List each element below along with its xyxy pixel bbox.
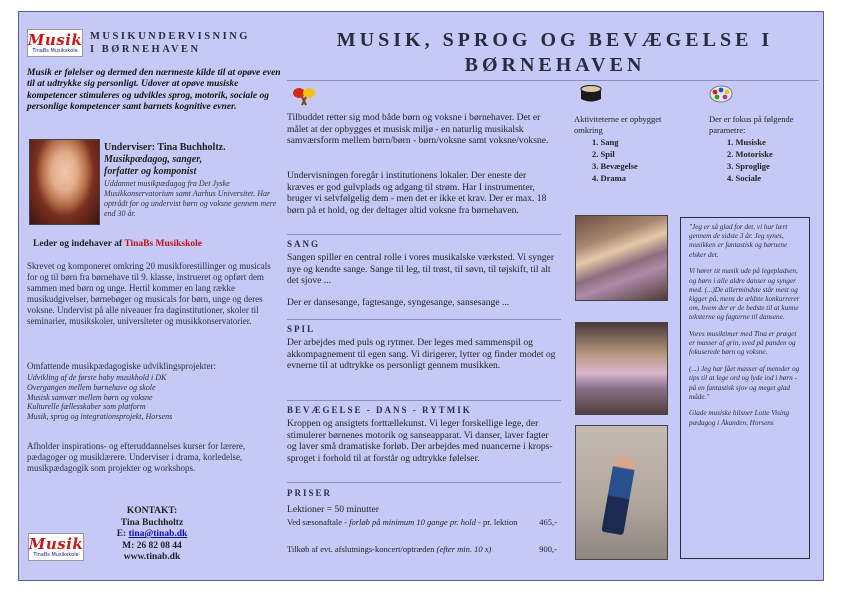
intro-text: Musik er følelser og dermed den nærmeste kilde til at opøve even til at udtrykke sig personligt. Udover at opøve musiske kompetencer stimuleres og udvikles sprog, motorik, sociale og personlige kompetencer samt barnets kognitive evner. [27, 68, 281, 113]
teacher-role-2: forfatter og komponist [104, 166, 197, 177]
focus-item: 2. Motoriske [727, 149, 773, 159]
lesson-duration: Lektioner = 50 minutter [287, 504, 379, 515]
leader-prefix: Leder og indehaver af [33, 239, 125, 249]
teacher-photo [29, 139, 100, 225]
testimonial-box [680, 217, 810, 559]
section-spil-text: Der arbejdes med puls og rytmer. Der leges med sammenspil og akkompagnement til egen sang. Vi dirigerer, lytter og finder modet og evnerne til at udtrykke os personligt gennem musikken. [287, 337, 556, 371]
section-bevaegelse-text: Kroppen og ansigtets forttællekunst. Vi leger forskellige lege, der stimulerer børnenes motorik og sanseapparat. Vi danser, laver fagter og laver små dramatiske forløb. Der arbejdes med nuancerne i krops-sproget i forhold til at forstår og udtrykke følelser. [287, 418, 553, 464]
project-item: Kulturelle fællesskaber som platform [27, 402, 146, 412]
contact-title: KONTAKT: [126, 506, 178, 516]
contact-web[interactable]: www.tinab.dk [123, 552, 181, 562]
price-suffix: - pr. lektion [475, 517, 518, 527]
focus-intro: Der er fokus på følgende parametre: [709, 114, 794, 135]
focus-item: 1. Musiske [727, 137, 766, 147]
teacher-name: Underviser: Tina Buchholtz. [104, 142, 226, 153]
testimonial-paragraph: "Jeg er så glad for det, vi har lært gennem de sidste 3 år. Jeg synes, musikken er fantastisk og børnene elsker det. [689, 223, 788, 259]
divider [287, 319, 561, 320]
projects-title: Omfattende musikpædagogiske udviklingsprojekter: [27, 361, 216, 371]
maracas-icon [291, 86, 317, 106]
contact-name: Tina Buchholtz [120, 517, 184, 528]
focus-list [727, 136, 773, 184]
activity-item: 2. Spil [592, 149, 615, 159]
drum-icon [579, 84, 603, 104]
testimonial-paragraph: Vi hører tit musik ude på legepladsen, og børn i alle aldre danser og synger med. (...)De allermindste står mest og kigger på, mens de ældste konkurrerer om, hvem der er de bedste til at kunne teksterne og fagterne til dansene. [689, 267, 800, 322]
project-item: Overgangen mellem børnehave og skole [27, 382, 156, 392]
teacher-role-1: Musikpædagog, sanger, [104, 154, 203, 165]
activities-intro: Aktiviteterne er opbygget omkring [574, 114, 662, 135]
testimonial-paragraph: (...) Jeg har fået masser af metoder og tips til at lege ord og lyde ind i børn - på en fantastisk sjov og meget glad måde." [689, 365, 800, 401]
flyer-page [18, 11, 824, 581]
logo-wordmark: Musik [28, 534, 84, 553]
activity-item: 4. Drama [592, 173, 626, 183]
project-item: Musik, sprog og integrationsprojekt, Horsens [27, 412, 173, 422]
testimonial-text [689, 223, 801, 428]
photo-girl-drum [575, 322, 668, 415]
logo-bottom [28, 533, 84, 561]
price-condition: (efter min. 10 x) [436, 544, 492, 554]
divider [287, 400, 561, 401]
project-item: Udvikling af de første baby musikhold i DK [27, 373, 167, 382]
page-title [291, 28, 819, 78]
intro-paragraph-2: Undervisningen foregår i institutionens lokaler. Der eneste der kræves er god gulvplads og adgang til strøm. Har I instrumenter, bruger vi selvfølgelig dem - men det er ikke et krav. Der er max. 18 børn på et hold, og der deltager altid voksne fra børnehaven. [287, 170, 547, 216]
section-sang-text-2: Der er dansesange, fagtesange, syngesange, sansesange ... [287, 297, 510, 308]
contact-phone: M: 26 82 08 44 [122, 540, 182, 551]
logo-subtitle: TinaBs Musikskole [32, 47, 78, 54]
contact-block [95, 506, 209, 564]
price-label: Tilkøb af evt. afslutnings-koncert/optræden [287, 544, 437, 554]
activities-list [592, 136, 638, 184]
teacher-description: Uddannet musikpædagog fra Det Jyske Musikkonservatorium samt Aarhus Universitet. Har optrådt for og undervist børn og voksne gennem mere end 30 år. [104, 179, 277, 218]
bio-text: Skrevet og komponeret omkring 20 musikforestillinger og musicals for og til børn fra børnehave til 9. klasse, instrueret og opført dem sammen med børn og unge. Hertil kommer en lang række musikudgivelser, børnebøger og musicals for børn, unge og deres voksne. Undervist på alle niveauer fra daginstitutioner, skoler til seminarier, musikskoler, universiteter og musikkonservatorier. [27, 261, 271, 327]
divider [287, 234, 561, 235]
focus-item: 4. Sociale [727, 173, 761, 183]
photo-boy-dancing [575, 425, 668, 560]
testimonial-paragraph: Vores musiktimer med Tina er præget er masser af grin, sved på panden og fokuserede børn og voksne. [689, 330, 797, 357]
photo-children-instruments [575, 215, 668, 301]
logo-top [27, 29, 83, 57]
logo-subtitle: TinaBs Musikskole [33, 551, 79, 558]
price-condition: forløb på minimum 10 gange pr. hold [349, 517, 476, 527]
section-sang-text: Sangen spiller en central rolle i vores musikalske værksted. Vi synger nye og kendte sange. Sange til leg, til trøst, til søvn, til tøjskift, til alt det sjove ... [287, 252, 555, 286]
logo-wordmark: Musik [27, 30, 83, 49]
section-bevaegelse-heading: BEVÆGELSE - DANS - RYTMIK [287, 405, 472, 415]
dancing-child-figure [601, 455, 636, 536]
divider [287, 482, 561, 483]
projects-list [27, 373, 281, 422]
price-row-season [287, 517, 557, 527]
section-priser-heading: PRISER [287, 488, 333, 498]
email-label: E: [116, 529, 129, 539]
title-line-1: MUSIK, SPROG OG BEVÆGELSE I [336, 29, 774, 51]
teacher-info [104, 142, 279, 219]
email-link[interactable]: tina@tinab.dk [128, 529, 188, 539]
price-value: 900,- [539, 544, 557, 554]
testimonial-signature: Glade musiske hilsner Lotte Vising pædagog i Åkanden, Horsens [689, 409, 790, 427]
palette-icon [709, 85, 733, 103]
title-line-2: BØRNEHAVEN [464, 54, 646, 76]
intro-paragraph-1: Tilbuddet retter sig mod både børn og voksne i børnehaver. Det er målet at der opbygges et musisk miljø - en naturlig musikalsk samværsform mellem børn/børn - børn/voksne samt voksne/voksne. [287, 112, 549, 146]
leader-line [33, 239, 202, 249]
school-name: TinaBs Musikskole [124, 239, 203, 249]
project-item: Musisk samvær mellem børn og voksne [27, 392, 153, 402]
price-label: Ved sæsonaftale - [287, 517, 350, 527]
activity-item: 3. Bevægelse [592, 161, 638, 171]
price-value: 465,- [539, 517, 557, 527]
header-line-1: MUSIKUNDERVISNING [90, 31, 250, 42]
section-spil-heading: SPIL [287, 324, 316, 334]
price-row-concert [287, 544, 557, 554]
title-divider [287, 80, 819, 81]
courses-text: Afholder inspirations- og efteruddannelses kurser for lærere, pædagoger og musiklærere. Underviser i drama, korledelse, musikpædagogik som projekter og workshops. [27, 441, 246, 474]
focus-item: 3. Sproglige [727, 161, 770, 171]
header-line-2: I BØRNEHAVEN [90, 44, 201, 55]
activity-item: 1. Sang [592, 137, 619, 147]
section-sang-heading: SANG [287, 239, 321, 249]
contact-email-line [95, 529, 209, 541]
